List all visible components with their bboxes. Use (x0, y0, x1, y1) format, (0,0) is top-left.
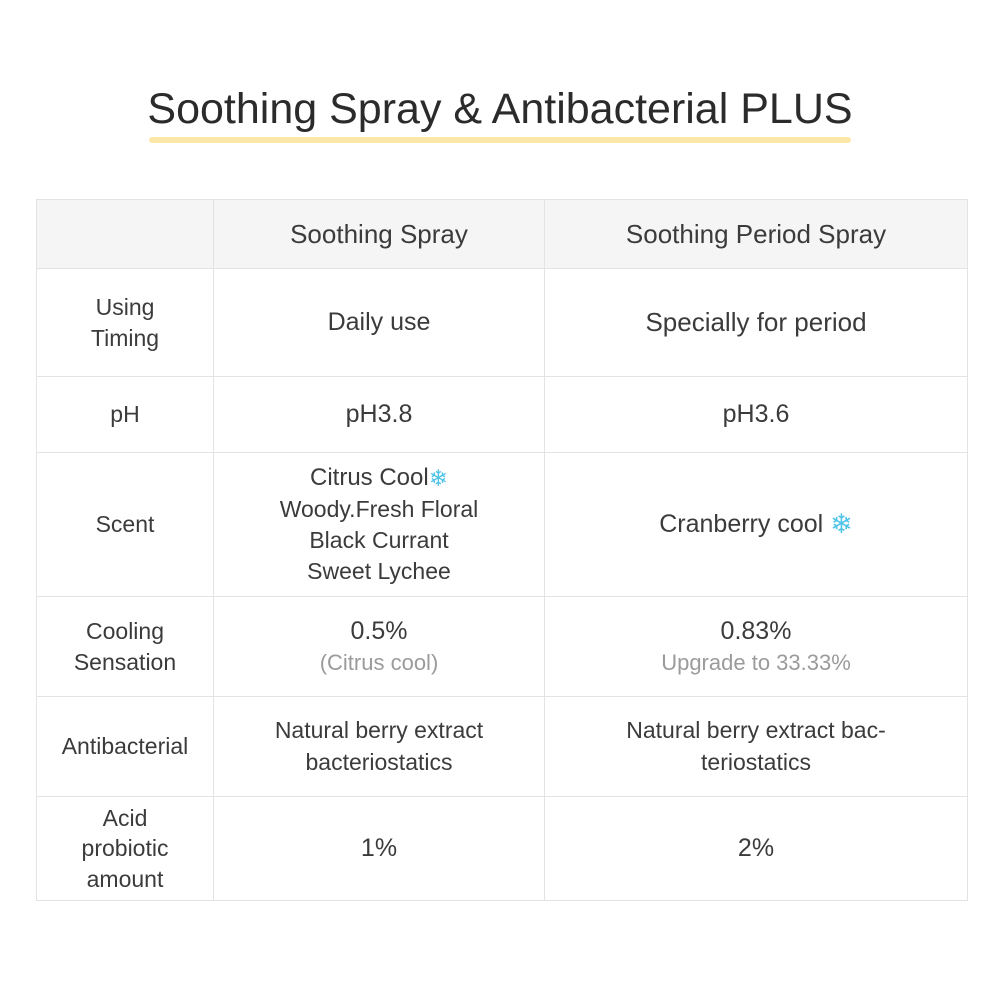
row-label-line: amount (86, 865, 164, 892)
snowflake-icon: ❄ (428, 464, 448, 491)
page-title-text: Soothing Spray & Antibacterial PLUS (147, 85, 853, 133)
cell-using-timing-period-spray: Specially for period (545, 269, 968, 377)
cell-ph-period-spray: pH3.6 (545, 377, 968, 453)
row-label-line: Timing (90, 324, 160, 351)
scent-line-text: Citrus Cool (310, 463, 429, 491)
page-title-block (0, 86, 1000, 143)
antibacterial-line: Natural berry extract (274, 717, 484, 744)
cooling-subtext: Upgrade to 33.33% (661, 650, 851, 676)
row-label-using-timing (37, 269, 214, 377)
cell-antibacterial-period-spray (545, 697, 968, 797)
row-label-cooling-sensation (37, 597, 214, 697)
cell-using-timing-soothing-spray: Daily use (214, 269, 545, 377)
cell-acid-probiotic-soothing-spray: 1% (214, 797, 545, 901)
table-header-row (37, 200, 968, 269)
cell-ph-soothing-spray: pH3.8 (214, 377, 545, 453)
comparison-table (36, 199, 968, 901)
antibacterial-line: teriostatics (701, 748, 811, 775)
title-underline (149, 137, 850, 143)
row-label-ph: pH (37, 377, 214, 453)
table-row (37, 453, 968, 597)
row-label-line: Cooling (86, 618, 164, 645)
scent-period-text: Cranberry cool (659, 509, 824, 538)
row-label-line: Sensation (73, 648, 177, 675)
table-row (37, 597, 968, 697)
row-label-antibacterial: Antibacterial (37, 697, 214, 797)
antibacterial-line: Natural berry extract bac- (626, 717, 886, 744)
row-label-line: Using (95, 294, 155, 321)
header-cell-blank (37, 200, 214, 269)
table-row (37, 697, 968, 797)
cell-scent-period-spray (545, 453, 968, 597)
scent-line: Black Currant (309, 527, 449, 554)
cooling-value: 0.83% (720, 617, 792, 646)
table-row (37, 269, 968, 377)
cell-scent-soothing-spray (214, 453, 545, 597)
cell-antibacterial-soothing-spray (214, 697, 545, 797)
header-cell-soothing-period-spray: Soothing Period Spray (545, 200, 968, 269)
cooling-value: 0.5% (350, 617, 408, 646)
snowflake-icon: ❄ (830, 508, 853, 539)
antibacterial-line: bacteriostatics (305, 748, 453, 775)
header-cell-soothing-spray: Soothing Spray (214, 200, 545, 269)
table-row (37, 797, 968, 901)
page-title (141, 86, 858, 143)
table-header (37, 200, 968, 269)
row-label-scent: Scent (37, 453, 214, 597)
scent-line (214, 462, 544, 494)
cooling-subtext: (Citrus cool) (319, 650, 439, 676)
table-body (37, 269, 968, 901)
row-label-line: Acid (102, 804, 148, 831)
cell-cooling-soothing-spray (214, 597, 545, 697)
cell-acid-probiotic-period-spray: 2% (545, 797, 968, 901)
scent-line: Woody.Fresh Floral (279, 496, 479, 523)
row-label-acid-probiotic-amount (37, 797, 214, 901)
scent-line: Sweet Lychee (307, 558, 451, 585)
table-row (37, 377, 968, 453)
cell-cooling-period-spray (545, 597, 968, 697)
row-label-line: probiotic (81, 835, 169, 862)
